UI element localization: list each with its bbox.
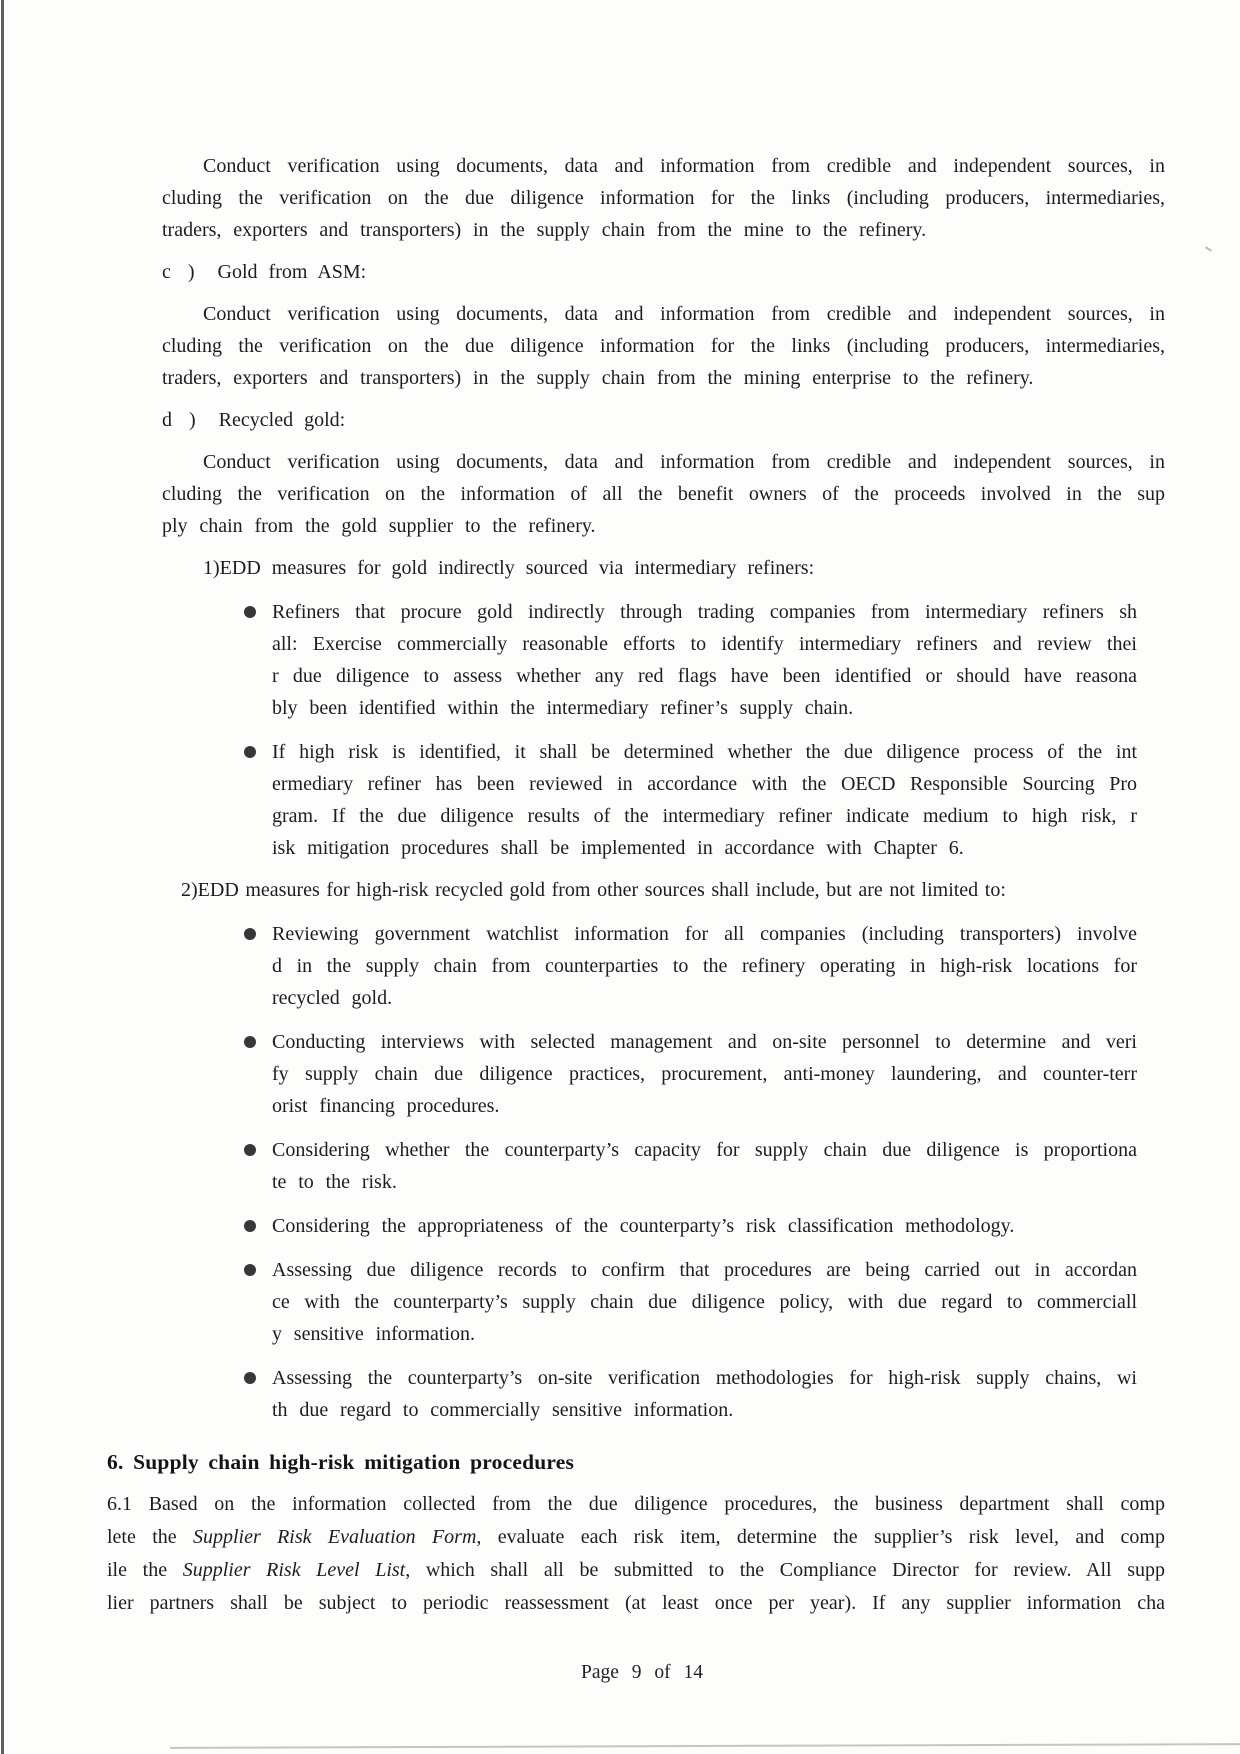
- bullet-text: [272, 1210, 1137, 1242]
- text-line: Assessing the counterparty’s on-site verification methodologies for high-risk supply chains, wi: [272, 1367, 1137, 1389]
- italic-term: Supplier Risk Evaluation Form: [192, 1526, 477, 1548]
- text-line: ermediary refiner has been reviewed in accordance with the OECD Responsible Sourcing Pro: [272, 773, 1137, 795]
- text-line: r due diligence to assess whether any red flags have been identified or should have reasona: [272, 665, 1137, 687]
- text-line: traders, exporters and transporters) in the supply chain from the mining enterprise to the refinery.: [162, 367, 1034, 389]
- text-line: Conduct verification using documents, data and information from credible and independent sources, in: [203, 155, 1165, 177]
- italic-term: Supplier Risk Level List: [182, 1559, 406, 1581]
- bullet-icon: [244, 1144, 256, 1156]
- text-line: [107, 1521, 1165, 1554]
- bullet-text: [272, 918, 1137, 1014]
- text-line: te to the risk.: [272, 1171, 397, 1193]
- text-line: ce with the counterparty’s supply chain due diligence policy, with due regard to commerciall: [272, 1291, 1137, 1313]
- bullet-item: [244, 1362, 1137, 1426]
- bullet-item: [244, 736, 1137, 864]
- bullet-icon: [244, 746, 256, 758]
- list-item-number: [181, 874, 1240, 906]
- list-item-alpha: [162, 256, 1240, 288]
- text-segment: 6.1 Based on the information collected from the due diligence procedures, the business department shall comp: [107, 1493, 1165, 1515]
- list-text: EDD measures for gold indirectly sourced via intermediary refiners:: [219, 557, 815, 579]
- scan-edge-bottom: [170, 1743, 1240, 1749]
- list-text: Recycled gold:: [218, 409, 346, 431]
- bullet-item: [244, 596, 1137, 724]
- list-label: d ): [162, 409, 199, 431]
- list-label: 2): [181, 879, 198, 901]
- text-line: cluding the verification on the information of all the benefit owners of the proceeds involved in the sup: [162, 483, 1165, 505]
- text-line: cluding the verification on the due diligence information for the links (including producers, intermediaries,: [162, 335, 1165, 357]
- list-text: Gold from ASM:: [217, 261, 367, 283]
- text-segment: , evaluate each risk item, determine the supplier’s risk level, and comp: [476, 1526, 1165, 1548]
- bullet-text: [272, 736, 1137, 864]
- text-line: d in the supply chain from counterparties to the refinery operating in high-risk locations for: [272, 955, 1137, 977]
- paragraph: [162, 150, 1165, 246]
- bullet-icon: [244, 1264, 256, 1276]
- paragraph: [162, 298, 1165, 394]
- text-line: th due regard to commercially sensitive information.: [272, 1399, 734, 1421]
- text-line: y sensitive information.: [272, 1323, 476, 1345]
- text-segment: lier partners shall be subject to periodic reassessment (at least once per year). If any supplier information cha: [107, 1592, 1165, 1614]
- bullet-text: [272, 596, 1137, 724]
- bullet-item: [244, 1210, 1137, 1242]
- bullet-text: [272, 1026, 1137, 1122]
- bullet-icon: [244, 928, 256, 940]
- bullet-text: [272, 1134, 1137, 1198]
- text-line: [107, 1488, 1165, 1521]
- bullet-item: [244, 1254, 1137, 1350]
- list-label: c ): [162, 261, 198, 283]
- text-line: fy supply chain due diligence practices, procurement, anti-money laundering, and counter-terr: [272, 1063, 1137, 1085]
- text-line: Considering whether the counterparty’s capacity for supply chain due diligence is proportiona: [272, 1139, 1137, 1161]
- text-line: Conduct verification using documents, data and information from credible and independent sources, in: [203, 451, 1165, 473]
- text-line: ply chain from the gold supplier to the refinery.: [162, 515, 596, 537]
- text-line: cluding the verification on the due diligence information for the links (including producers, intermediaries,: [162, 187, 1165, 209]
- paragraph: [107, 1488, 1165, 1620]
- text-line: Assessing due diligence records to confirm that procedures are being carried out in accordan: [272, 1259, 1137, 1281]
- list-text: EDD measures for high-risk recycled gold from other sources shall include, but are not limited to:: [197, 879, 1006, 901]
- bullet-icon: [244, 1036, 256, 1048]
- bullet-item: [244, 1026, 1137, 1122]
- text-line: Conduct verification using documents, data and information from credible and independent sources, in: [203, 303, 1165, 325]
- text-segment: , which shall all be submitted to the Compliance Director for review. All supp: [405, 1559, 1165, 1581]
- text-line: [107, 1554, 1165, 1587]
- bullet-text: [272, 1254, 1137, 1350]
- text-line: [107, 1587, 1165, 1620]
- text-segment: lete the: [107, 1526, 193, 1548]
- list-item-number: [203, 552, 1240, 584]
- text-line: Conducting interviews with selected management and on-site personnel to determine and veri: [272, 1031, 1137, 1053]
- page-number: Page 9 of 14: [580, 1662, 704, 1683]
- text-line: gram. If the due diligence results of the intermediary refiner indicate medium to high risk, r: [272, 805, 1137, 827]
- text-line: Refiners that procure gold indirectly through trading companies from intermediary refiners sh: [272, 601, 1137, 623]
- bullet-text: [272, 1362, 1137, 1426]
- text-segment: ile the: [107, 1559, 183, 1581]
- list-label: 1): [203, 557, 220, 579]
- list-item-alpha: [162, 404, 1240, 436]
- bullet-item: [244, 1134, 1137, 1198]
- page-footer: [0, 1662, 1240, 1684]
- bullet-icon: [244, 1220, 256, 1232]
- text-line: recycled gold.: [272, 987, 393, 1009]
- bullet-item: [244, 918, 1137, 1014]
- paragraph: [162, 446, 1165, 542]
- text-line: orist financing procedures.: [272, 1095, 500, 1117]
- text-line: all: Exercise commercially reasonable efforts to identify intermediary refiners and review thei: [272, 633, 1137, 655]
- text-line: isk mitigation procedures shall be implemented in accordance with Chapter 6.: [272, 837, 964, 859]
- bullet-icon: [244, 606, 256, 618]
- text-line: bly been identified within the intermediary refiner’s supply chain.: [272, 697, 854, 719]
- text-line: If high risk is identified, it shall be determined whether the due diligence process of the int: [272, 741, 1137, 763]
- section-heading: 6. Supply chain high-risk mitigation procedures: [107, 1450, 575, 1474]
- bullet-icon: [244, 1372, 256, 1384]
- text-line: traders, exporters and transporters) in the supply chain from the mine to the refinery.: [162, 219, 927, 241]
- text-line: Considering the appropriateness of the counterparty’s risk classification methodology.: [272, 1215, 1015, 1237]
- text-line: Reviewing government watchlist information for all companies (including transporters) involve: [272, 923, 1137, 945]
